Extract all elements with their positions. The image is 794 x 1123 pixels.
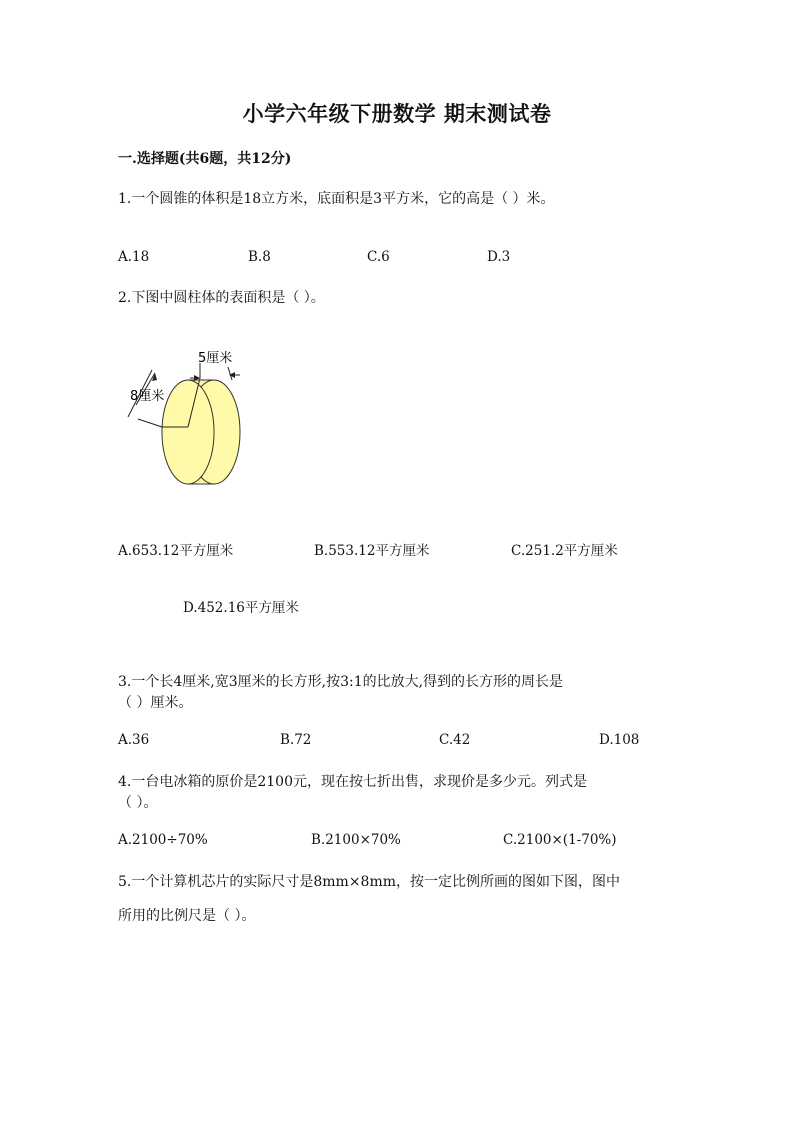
question-3-line-1: 3.一个长4厘米,宽3厘米的长方形,按3:1的比放大,得到的长方形的周长是: [118, 674, 564, 690]
q2-option-d[interactable]: D.452.16平方厘米: [183, 600, 299, 616]
q1-option-a[interactable]: A.18: [118, 249, 150, 265]
question-1-text: 1.一个圆锥的体积是18立方米，底面积是3平方米，它的高是（ ）米。: [118, 191, 555, 207]
cylinder-front-face: [162, 380, 214, 484]
q2-option-c[interactable]: C.251.2平方厘米: [511, 543, 618, 559]
q2-option-b[interactable]: B.553.12平方厘米: [314, 543, 430, 559]
q3-option-b[interactable]: B.72: [280, 732, 312, 748]
question-4-line-2: （ ）。: [118, 795, 158, 811]
q3-option-a[interactable]: A.36: [118, 732, 150, 748]
figure-label-5cm: 5厘米: [198, 351, 233, 366]
q2-option-a[interactable]: A.653.12平方厘米: [118, 543, 234, 559]
q3-option-d[interactable]: D.108: [599, 732, 640, 748]
question-4-line-1: 4.一台电冰箱的原价是2100元，现在按七折出售，求现价是多少元。列式是: [118, 774, 587, 790]
question-5-line-1: 5.一个计算机芯片的实际尺寸是8mm×8mm，按一定比例所画的图如下图，图中: [118, 874, 621, 890]
q1-option-b[interactable]: B.8: [248, 249, 271, 265]
section-heading: 一.选择题(共6题，共12分): [118, 151, 292, 167]
q1-option-c[interactable]: C.6: [367, 249, 390, 265]
question-3-line-2: （ ）厘米。: [118, 695, 193, 711]
figure-label-8cm: 8厘米: [130, 389, 165, 404]
cylinder-figure: [118, 345, 258, 495]
question-5-line-2: 所用的比例尺是（ ）。: [118, 908, 256, 924]
question-2-text: 2.下图中圆柱体的表面积是（ ）。: [118, 290, 325, 306]
page-title: 小学六年级下册数学 期末测试卷: [242, 101, 552, 126]
q1-option-d[interactable]: D.3: [487, 249, 511, 265]
q4-option-a[interactable]: A.2100÷70%: [118, 832, 208, 848]
q3-option-c[interactable]: C.42: [439, 732, 471, 748]
q4-option-c[interactable]: C.2100×(1-70%): [503, 832, 617, 848]
q4-option-b[interactable]: B.2100×70%: [311, 832, 401, 848]
